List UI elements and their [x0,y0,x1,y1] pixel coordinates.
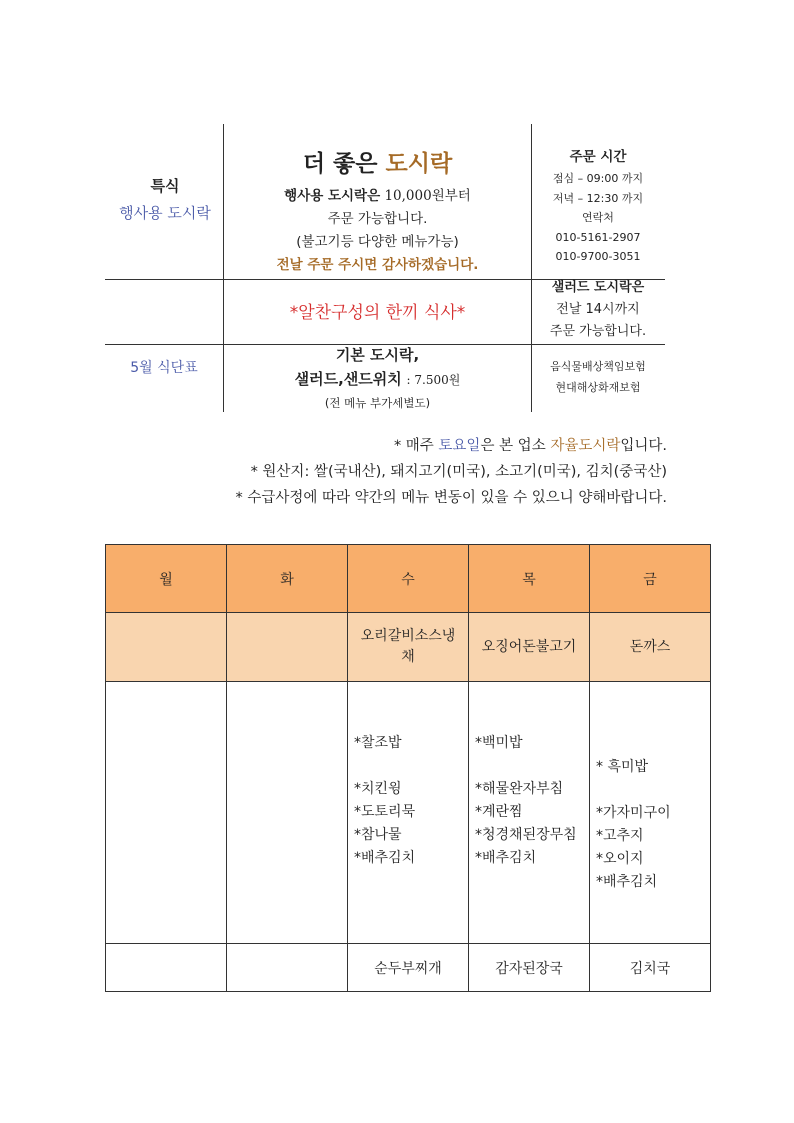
side-fri-2: *고추지 [596,828,644,844]
sides-tue [227,682,348,944]
order-time-title: 주문 시간 [569,149,627,165]
day-mon: 월 [106,545,227,613]
sides-fri [590,682,711,944]
sides-fri-list [596,756,710,894]
header-left-top [106,175,224,223]
title-part1: 더 좋은 [302,151,378,177]
main-tue [227,613,348,682]
basic-lunchbox-items: 샐러드,샌드위치 [294,370,402,388]
main-wed [348,613,469,682]
notice-saturday [394,434,667,455]
soup-row [106,944,711,992]
sides-thu [469,682,590,944]
side-fri-1: *가자미구이 [596,805,671,821]
soup-tue [227,944,348,992]
main-mon [106,613,227,682]
sides-mon [106,682,227,944]
notice-saturday-a: * 매주 [393,438,434,454]
side-thu-3: *청경채된장무침 [475,827,577,843]
page-title [224,145,531,178]
notice-saturday-e: 입니다. [620,438,667,454]
day-thu: 목 [469,545,590,613]
contact-label: 연락처 [582,211,614,224]
event-lunchbox-label: 행사용 도시락 [119,204,211,222]
special-label: 특식 [150,177,180,195]
side-dish-row [106,682,711,944]
soup-mon [106,944,227,992]
day-header-row [106,545,711,613]
soup-wed: 순두부찌개 [348,944,469,992]
notice-change: * 수급사정에 따라 약간의 메뉴 변동이 있을 수 있으니 양해바랍니다. [235,490,667,506]
salad-line2: 전날 14시까지 [556,302,640,317]
monthly-menu-label: 5월 식단표 [130,360,198,376]
sides-thu-list [475,732,589,870]
side-wed-1: *치킨윙 [354,781,402,797]
salad-line1: 샐러드 도시락은 [551,280,645,295]
side-wed-2: *도토리묵 [354,804,416,820]
weekly-menu-table [105,544,711,992]
side-thu-4: *배추김치 [475,850,537,866]
header-middle-top [224,145,531,277]
insurance-2: 현대해상화재보험 [555,381,641,394]
notice-saturday-c: 은 본 업소 [480,438,546,454]
side-thu-2: *계란찜 [475,804,523,820]
side-wed-rice: *찰조밥 [354,735,402,751]
lunch-deadline: 점심 – 09:00 까지 [552,172,644,185]
main-wed-text: 오리갈비소스냉채 [360,628,456,665]
event-price-label: 행사용 도시락은 [284,188,381,204]
order-time-block [531,145,665,267]
vat-note: (전 메뉴 부가세별도) [324,396,431,410]
main-dish-row [106,613,711,682]
insurance-block [531,356,665,398]
insurance-1: 음식물배상책임보험 [550,360,646,373]
dinner-deadline: 저녁 – 12:30 까지 [552,191,644,205]
side-fri-3: *오이지 [596,851,644,867]
day-wed: 수 [348,545,469,613]
phone-2: 010-9700-3051 [555,250,641,263]
notice-saturday-day: 토요일 [438,438,481,454]
soup-thu: 감자된장국 [469,944,590,992]
soup-fri: 김치국 [590,944,711,992]
main-fri: 돈까스 [590,613,711,682]
phone-1: 010-5161-2907 [555,230,641,244]
event-order-line: 주문 가능합니다. [327,211,428,227]
basic-lunchbox-price: : 7.500원 [406,373,461,387]
main-thu: 오징어돈불고기 [469,613,590,682]
side-fri-rice: * 흑미밥 [596,759,649,775]
advance-order-line: 전날 주문 주시면 감사하겠습니다. [276,257,479,273]
side-thu-1: *해물완자부침 [475,781,564,797]
salad-order-block [531,277,665,343]
side-thu-rice: *백미밥 [475,735,523,751]
side-wed-4: *배추김치 [354,850,416,866]
notice-saturday-self: 자율도시락 [550,438,621,454]
event-price-line [224,185,531,208]
event-variety-line: (불고기등 다양한 메뉴가능) [296,234,459,250]
side-fri-4: *배추김치 [596,874,658,890]
salad-line3: 주문 가능합니다. [549,324,647,339]
sides-wed-list [354,732,468,870]
title-part2: 도시락 [385,151,453,177]
day-fri: 금 [590,545,711,613]
basic-lunchbox-line2 [224,367,531,392]
slogan: *알찬구성의 한끼 식사* [289,303,466,323]
side-wed-3: *참나물 [354,827,402,843]
notice-origin: * 원산지: 쌀(국내산), 돼지고기(미국), 소고기(미국), 김치(중국산) [250,464,667,480]
basic-lunchbox-line1: 기본 도시락, [335,346,420,364]
sides-wed [348,682,469,944]
event-price-value: 10,000원부터 [384,188,471,204]
day-tue: 화 [227,545,348,613]
basic-lunchbox-block [224,343,531,414]
